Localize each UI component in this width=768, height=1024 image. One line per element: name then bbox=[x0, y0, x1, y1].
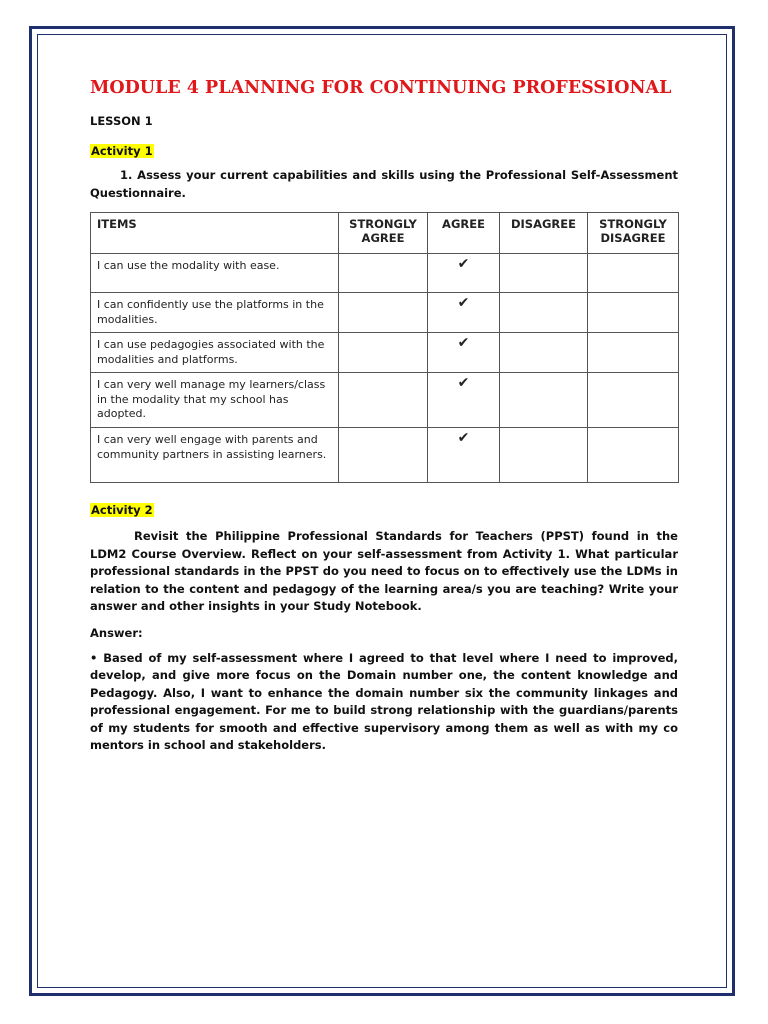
activity2-label: Activity 2 bbox=[91, 503, 153, 517]
cell-strongly-agree bbox=[339, 428, 428, 483]
cell-disagree bbox=[500, 373, 588, 428]
check-mark-icon: ✔ bbox=[428, 254, 500, 293]
lesson-heading: LESSON 1 bbox=[90, 114, 153, 128]
table-row bbox=[91, 333, 679, 373]
row-item-text: I can very well manage my learners/class in the modality that my school has adopted. bbox=[91, 373, 339, 428]
header-strongly-agree: STRONGLY AGREE bbox=[339, 213, 428, 254]
header-disagree: DISAGREE bbox=[500, 213, 588, 254]
header-agree: AGREE bbox=[428, 213, 500, 254]
row-item-text: I can use pedagogies associated with the modalities and platforms. bbox=[91, 333, 339, 373]
table-header-row bbox=[91, 213, 679, 254]
self-assessment-table bbox=[90, 212, 679, 483]
activity1-label: Activity 1 bbox=[91, 144, 153, 158]
cell-strongly-disagree bbox=[588, 373, 679, 428]
row-item-text: I can confidently use the platforms in the modalities. bbox=[91, 293, 339, 333]
cell-strongly-disagree bbox=[588, 293, 679, 333]
cell-strongly-disagree bbox=[588, 333, 679, 373]
header-items: ITEMS bbox=[91, 213, 339, 254]
table-row bbox=[91, 293, 679, 333]
module-title: MODULE 4 PLANNING FOR CONTINUING PROFESSIONAL bbox=[90, 78, 672, 98]
table-row bbox=[91, 373, 679, 428]
cell-strongly-agree bbox=[339, 293, 428, 333]
table-row bbox=[91, 428, 679, 483]
cell-disagree bbox=[500, 254, 588, 293]
answer-text: • Based of my self-assessment where I agreed to that level where I need to improved, develop, and give more focus on the Domain number one, the content knowledge and Pedagogy. Also, I want to enhance the domain number six the community linkages and professional engagement. For me to build strong relationship with the guardians/parents of my students for smooth and effective supervisory among them as well as with my co mentors in school and stakeholders. bbox=[90, 650, 678, 752]
table-row bbox=[91, 254, 679, 293]
cell-strongly-agree bbox=[339, 333, 428, 373]
check-mark-icon: ✔ bbox=[428, 428, 500, 483]
check-mark-icon: ✔ bbox=[428, 373, 500, 428]
activity1-instruction: 1. Assess your current capabilities and skills using the Professional Self-Assessment Questionnaire. bbox=[90, 168, 678, 200]
check-mark-icon: ✔ bbox=[428, 293, 500, 333]
row-item-text: I can use the modality with ease. bbox=[91, 254, 339, 293]
cell-disagree bbox=[500, 293, 588, 333]
document-body bbox=[90, 76, 678, 755]
cell-strongly-agree bbox=[339, 373, 428, 428]
check-mark-icon: ✔ bbox=[428, 333, 500, 373]
cell-disagree bbox=[500, 428, 588, 483]
cell-disagree bbox=[500, 333, 588, 373]
header-strongly-disagree: STRONGLY DISAGREE bbox=[588, 213, 679, 254]
row-item-text: I can very well engage with parents and community partners in assisting learners. bbox=[91, 428, 339, 483]
cell-strongly-disagree bbox=[588, 254, 679, 293]
cell-strongly-agree bbox=[339, 254, 428, 293]
answer-label: Answer: bbox=[90, 625, 143, 640]
activity2-prompt: Revisit the Philippine Professional Standards for Teachers (PPST) found in the LDM2 Course Overview. Reflect on your self-assessment from Activity 1. What particular professional standards in the PPST do you need to focus on to effectively use the LDMs in relation to the content and pedagogy of the learning area/s you are teaching? Write your answer and other insights in your Study Notebook. bbox=[90, 529, 678, 613]
cell-strongly-disagree bbox=[588, 428, 679, 483]
